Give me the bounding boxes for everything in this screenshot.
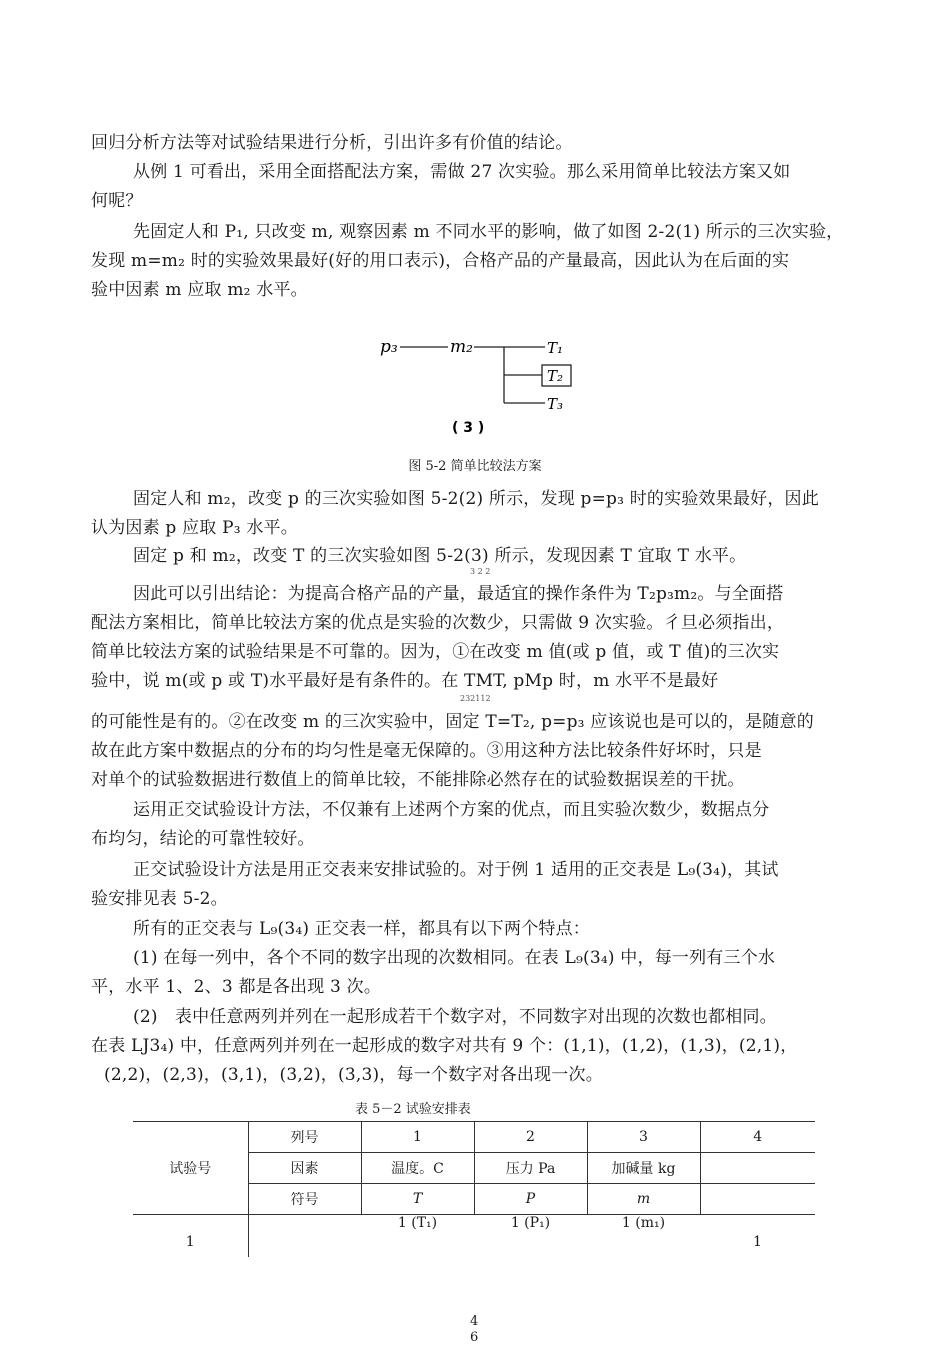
paragraph-text: 平，水平 1、2、3 都是各出现 3 次。 [91,977,382,997]
factor-cell: 压力 Pa [474,1153,587,1184]
paragraph-text: 对单个的试验数据进行数值上的简单比较，不能排除必然存在的试验数据误差的干扰。 [91,770,745,790]
paragraph-text: 运用正交试验设计方法，不仅兼有上述两个方案的优点，而且实验次数少，数据点分 [133,800,770,820]
paragraph-text: 验中，说 m(或 p 或 T)水平最好是有条件的。在 TMT, pMp 时，m 水平不是最好 [91,671,719,691]
paragraph-text: 正交试验设计方法是用正交表来安排试验的。对于例 1 适用的正交表是 L₉(3₄)，其试 [133,860,779,880]
paragraph-text: (2,2)，(2,3)，(3,1)，(3,2)，(3,3)，每一个数字对各出现一次。 [104,1065,603,1085]
paragraph-text: 验安排见表 5-2。 [91,889,228,909]
symbol-cell: P [474,1184,587,1215]
symbol-cell [700,1184,815,1215]
row-label-factor: 因素 [248,1153,361,1184]
factor-cell: 温度。C [361,1153,474,1184]
paragraph-text: 固定人和 m₂，改变 p 的三次实验如图 5-2(2) 所示，发现 p=p₃ 时的实验效果最好，因此 [133,489,819,509]
page-number: 4 [470,1314,479,1329]
paragraph-text: 何呢？ [91,191,143,211]
figure-caption: 图 5-2 简单比较法方案 [408,459,542,474]
paragraph-text: 简单比较法方案的试验结果是不可靠的。因为，①在改变 m 值(或 p 值，或 T 值)的三次实 [91,642,780,662]
trial-header: 试验号 [133,1122,248,1215]
paragraph-text: 因此可以引出结论：为提高合格产品的产量，最适宜的操作条件为 T₂p₃m₂。与全面搭 [133,584,784,604]
table-cell [248,1215,361,1258]
label-p3: p₃ [380,337,398,357]
label-m2: m₂ [450,337,473,357]
small-mark: 3 2 2 [470,567,491,576]
figure-sub-label: ( 3 ) [452,420,485,436]
factor-cell [700,1153,815,1184]
paragraph-text: 验中因素 m 应取 m₂ 水平。 [91,280,308,300]
row-label-symbol: 符号 [248,1184,361,1215]
column-number: 4 [753,1129,763,1145]
label-T2: T₂ [547,367,564,385]
symbol-cell: T [361,1184,474,1215]
small-mark: 232112 [460,694,491,703]
paragraph-text: 的可能性是有的。②在改变 m 的三次实验中，固定 T=T₂, p=p₃ 应该说也是可以的，是随意的 [91,712,814,732]
table-title: 表 5－2 试验安排表 [355,1102,471,1117]
symbol-cell: m [587,1184,700,1215]
paragraph-text: 故在此方案中数据点的分布的均匀性是毫无保障的。③用这种方法比较条件好坏时，只是 [91,741,762,761]
table-row [133,1215,815,1258]
column-number: 3 [587,1122,700,1153]
row-label-column: 列号 [248,1122,361,1153]
comparison-diagram [370,330,590,440]
column-number: 2 [474,1122,587,1153]
trial-arrangement-table [133,1121,815,1257]
table-cell: 1 [753,1234,762,1250]
paragraph-text: 从例 1 可看出，采用全面搭配法方案，需做 27 次实验。那么采用简单比较法方案又如 [133,162,791,182]
paragraph-text: (1) 在每一列中，各个不同的数字出现的次数相同。在表 L₉(3₄) 中，每一列有三个水 [133,948,776,968]
trial-number: 1 [133,1215,248,1258]
table-cell: 1 (T₁) [397,1215,438,1231]
label-T1: T₁ [547,339,564,357]
paragraph-text: (2) 表中任意两列并列在一起形成若干个数字对，不同数字对出现的次数也都相同。 [133,1007,777,1027]
paragraph-text: 在表 LJ3₄) 中，任意两列并列在一起形成的数字对共有 9 个：(1,1)，(1,2)，(1,3)，(2,1)， [91,1036,798,1056]
paragraph-text: 配法方案相比，简单比较法方案的优点是实验的次数少，只需做 9 次实验。彳旦必须指出， [91,613,785,633]
factor-cell: 加碱量 kg [587,1153,700,1184]
paragraph-text: 所有的正交表与 L₉(3₄) 正交表一样，都具有以下两个特点： [133,919,591,939]
paragraph-text: 发现 m=m₂ 时的实验效果最好(好的用口表示)，合格产品的产量最高，因此认为在后面的实 [91,251,790,271]
page-number: 6 [470,1330,479,1345]
paragraph-text: 布均匀，结论的可靠性较好。 [91,829,315,849]
table-cell: 1 (m₁) [621,1215,666,1231]
paragraph-text: 回归分析方法等对试验结果进行分析，引出许多有价值的结论。 [91,133,573,153]
table-cell: 1 (P₁) [510,1215,551,1231]
column-number: 1 [361,1122,474,1153]
paragraph-text: 先固定人和 P₁, 只改变 m, 观察因素 m 不同水平的影响，做了如图 2-2(1) 所示的三次实验， [133,222,844,242]
paragraph-text: 认为因素 p 应取 P₃ 水平。 [91,518,298,538]
label-T3: T₃ [547,395,564,413]
paragraph-text: 固定 p 和 m₂，改变 T 的三次实验如图 5-2(3) 所示，发现因素 T 宜取 T 水平。 [133,546,747,566]
